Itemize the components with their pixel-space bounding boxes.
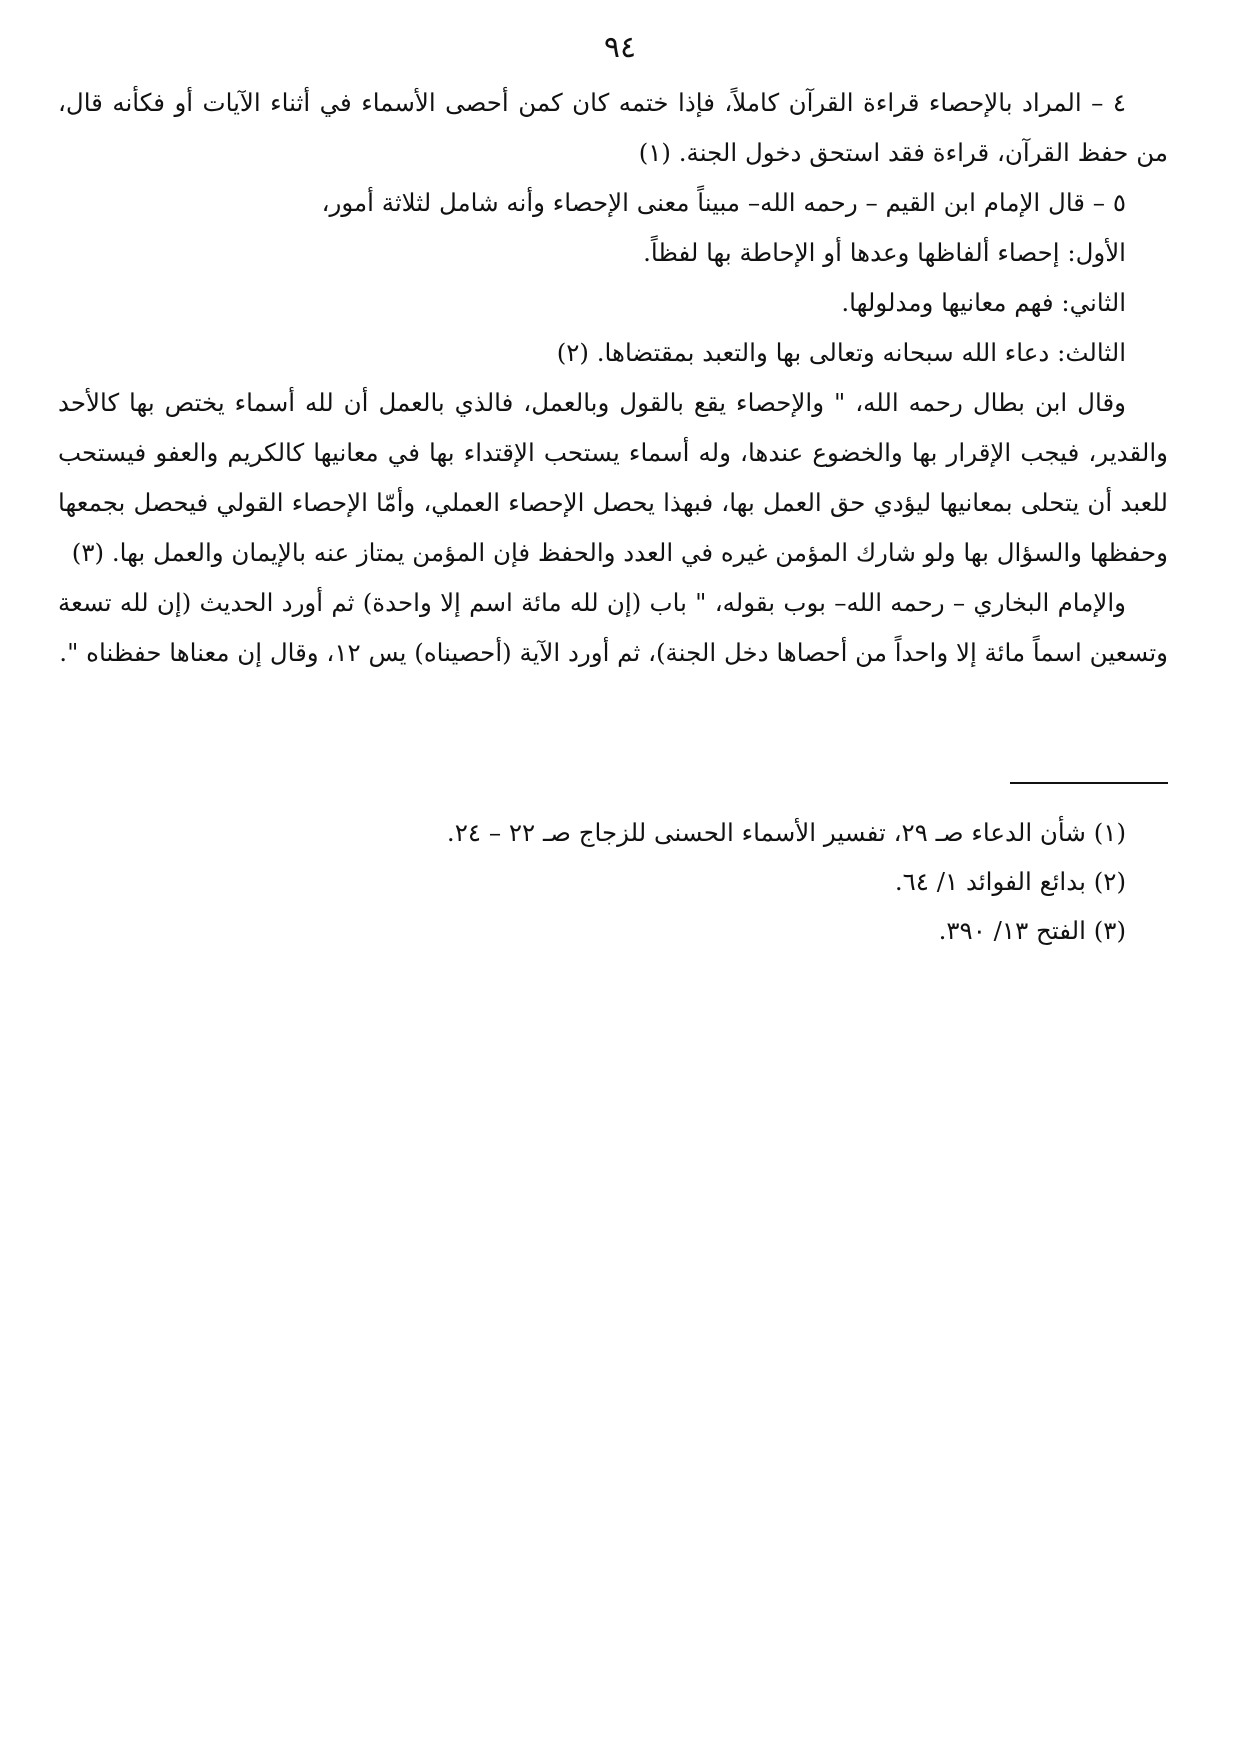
footnotes xyxy=(58,808,1168,955)
footnote-1: (١) شأن الدعاء صـ ٢٩، تفسير الأسماء الحسنى للزجاج صـ ٢٢ – ٢٤. xyxy=(446,818,1126,847)
paragraph-point-5: ٥ – قال الإمام ابن القيم – رحمه الله– مبيناً معنى الإحصاء وأنه شامل لثلاثة أمور، xyxy=(321,188,1126,217)
paragraph-ibn-battal-quote: وقال ابن بطال رحمه الله، " والإحصاء يقع بالقول وبالعمل، فالذي بالعمل أن لله أسماء يختص بها كالأحد والقدير، فيجب الإقرار بها والخضوع عندها، وله أسماء يستحب الإقتداء بها في معانيها كالكريم والعفو فيستحب للعبد أن يتحلى بمعانيها ليؤدي حق العمل بها، فبهذا يحصل الإحصاء العملي، وأمّا الإحصاء القولي فيحصل بجمعها وحفظها والسؤال بها ولو شارك المؤمن غيره في العدد والحفظ فإن المؤمن يمتاز عنه بالإيمان والعمل بها. (٣) xyxy=(58,388,1168,567)
footnote-separator xyxy=(1010,782,1168,784)
paragraph-point-4: ٤ – المراد بالإحصاء قراءة القرآن كاملاً، فإذا ختمه كان كمن أحصى الأسماء في أثناء الآيات أو فكأنه قال، من حفظ القرآن، قراءة فقد استحق دخول الجنة. (١) xyxy=(58,88,1168,167)
paragraph-first-matter: الأول: إحصاء ألفاظها وعدها أو الإحاطة بها لفظاً. xyxy=(643,238,1126,267)
footnote-3: (٣) الفتح ١٣/ ٣٩٠. xyxy=(938,916,1126,945)
page-number: ٩٤ xyxy=(603,30,637,65)
paragraph-third-matter: الثالث: دعاء الله سبحانه وتعالى بها والتعبد بمقتضاها. (٢) xyxy=(556,338,1126,367)
body-text xyxy=(58,78,1168,678)
footnote-2: (٢) بدائع الفوائد ١/ ٦٤. xyxy=(894,867,1126,896)
paragraph-second-matter: الثاني: فهم معانيها ومدلولها. xyxy=(841,288,1126,317)
paragraph-bukhari-quote: والإمام البخاري – رحمه الله– بوب بقوله، " باب (إن لله مائة اسم إلا واحدة) ثم أورد الحديث (إن لله تسعة وتسعين اسماً مائة إلا واحداً من أحصاها دخل الجنة)، ثم أورد الآية (أحصيناه) يس ١٢، وقال إن معناها حفظناه ". xyxy=(58,588,1168,667)
